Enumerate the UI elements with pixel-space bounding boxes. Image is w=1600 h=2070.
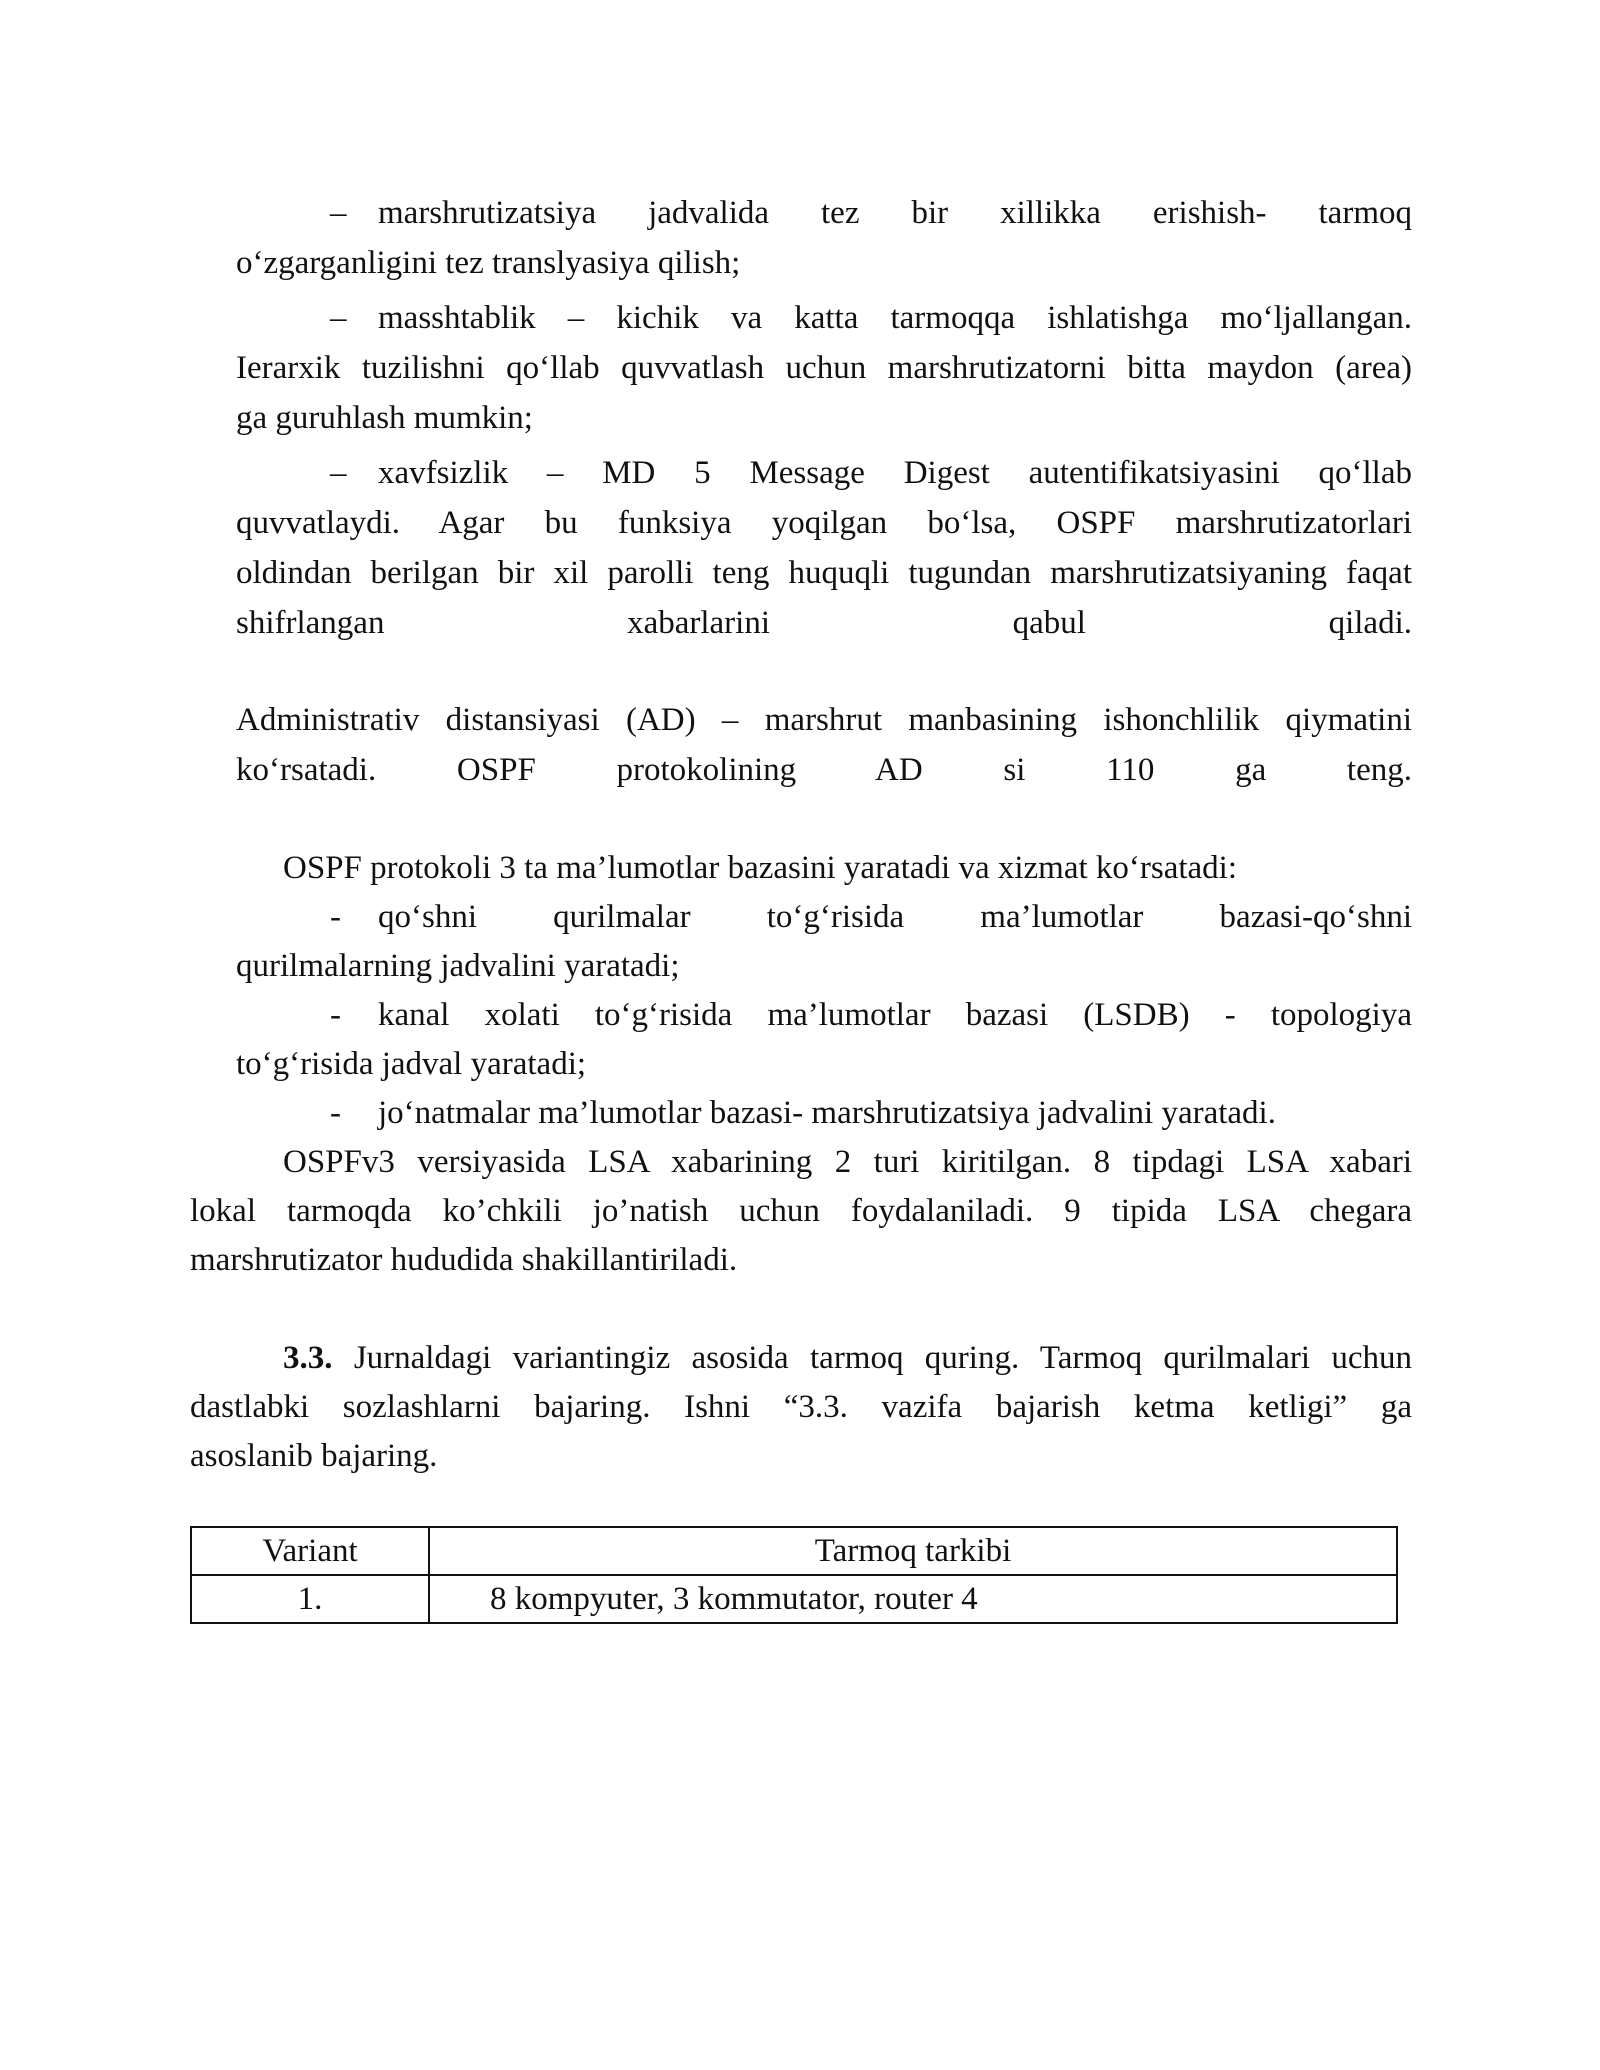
ospfv3-paragraph-line: marshrutizator hududida shakillantiriladi. xyxy=(190,1242,738,1278)
bullet-dash: – xyxy=(330,195,347,231)
task-text: Jurnaldagi variantingiz asosida tarmoq quring. Tarmoq qurilmalari uchun xyxy=(332,1340,1412,1376)
task-line: dastlabki sozlashlarni bajaring. Ishni “3.3. vazifa bajarish ketma ketligi” ga xyxy=(190,1389,1412,1425)
bullet-text: xavfsizlik – MD 5 Message Digest autentifikatsiyasini qo‘llab xyxy=(378,455,1412,491)
ospf-intro: OSPF protokoli 3 ta ma’lumotlar bazasini yaratadi va xizmat ko‘rsatadi: xyxy=(283,850,1238,886)
task-line: asoslanib bajaring. xyxy=(190,1438,438,1474)
task-number: 3.3. xyxy=(283,1340,333,1376)
bullet-dash: - xyxy=(330,1095,341,1131)
table-header-row xyxy=(191,1527,1397,1575)
ad-paragraph-line: ko‘rsatadi. OSPF protokolining AD si 110 ga teng. xyxy=(236,752,1412,788)
bullet-text: jo‘natmalar ma’lumotlar bazasi- marshrutizatsiya jadvalini yaratadi. xyxy=(378,1095,1276,1131)
bullet-continuation: qurilmalarning jadvalini yaratadi; xyxy=(236,948,680,984)
ospfv3-paragraph-line: lokal tarmoqda ko’chkili jo’natish uchun foydalaniladi. 9 tipida LSA chegara xyxy=(190,1193,1412,1229)
bullet-text: qo‘shni qurilmalar to‘g‘risida ma’lumotlar bazasi-qo‘shni xyxy=(378,899,1412,935)
variant-table xyxy=(190,1526,1398,1624)
table-cell-variant: 1. xyxy=(191,1575,429,1623)
bullet-continuation: shifrlangan xabarlarini qabul qiladi. xyxy=(236,605,1412,641)
bullet-continuation: oldindan berilgan bir xil parolli teng huquqli tugundan marshrutizatsiyaning faqat xyxy=(236,555,1412,591)
table-header-composition: Tarmoq tarkibi xyxy=(429,1527,1397,1575)
bullet-continuation: to‘g‘risida jadval yaratadi; xyxy=(236,1046,587,1082)
bullet-continuation: quvvatlaydi. Agar bu funksiya yoqilgan bo‘lsa, OSPF marshrutizatorlari xyxy=(236,505,1412,541)
bullet-text: masshtablik – kichik va katta tarmoqqa ishlatishga mo‘ljallangan. xyxy=(378,300,1412,336)
ospfv3-paragraph-line: OSPFv3 versiyasida LSA xabarining 2 turi kiritilgan. 8 tipdagi LSA xabari xyxy=(283,1144,1412,1180)
bullet-dash: – xyxy=(330,455,347,491)
table-cell-composition: 8 kompyuter, 3 kommutator, router 4 xyxy=(429,1575,1397,1623)
bullet-text: marshrutizatsiya jadvalida tez bir xillikka erishish- tarmoq xyxy=(378,195,1412,231)
ad-paragraph-line: Administrativ distansiyasi (AD) – marshrut manbasining ishonchlilik qiymatini xyxy=(236,702,1412,738)
bullet-text: kanal xolati to‘g‘risida ma’lumotlar bazasi (LSDB) - topologiya xyxy=(378,997,1412,1033)
bullet-dash: - xyxy=(330,997,341,1033)
bullet-continuation: Ierarxik tuzilishni qo‘llab quvvatlash uchun marshrutizatorni bitta maydon (area) xyxy=(236,350,1412,386)
bullet-dash: – xyxy=(330,300,347,336)
bullet-continuation: ga guruhlash mumkin; xyxy=(236,400,533,436)
task-line xyxy=(283,1338,1412,1378)
bullet-continuation: o‘zgarganligini tez translyasiya qilish; xyxy=(236,245,741,281)
bullet-dash: - xyxy=(330,899,341,935)
table-row xyxy=(191,1575,1397,1623)
table-header-variant: Variant xyxy=(191,1527,429,1575)
